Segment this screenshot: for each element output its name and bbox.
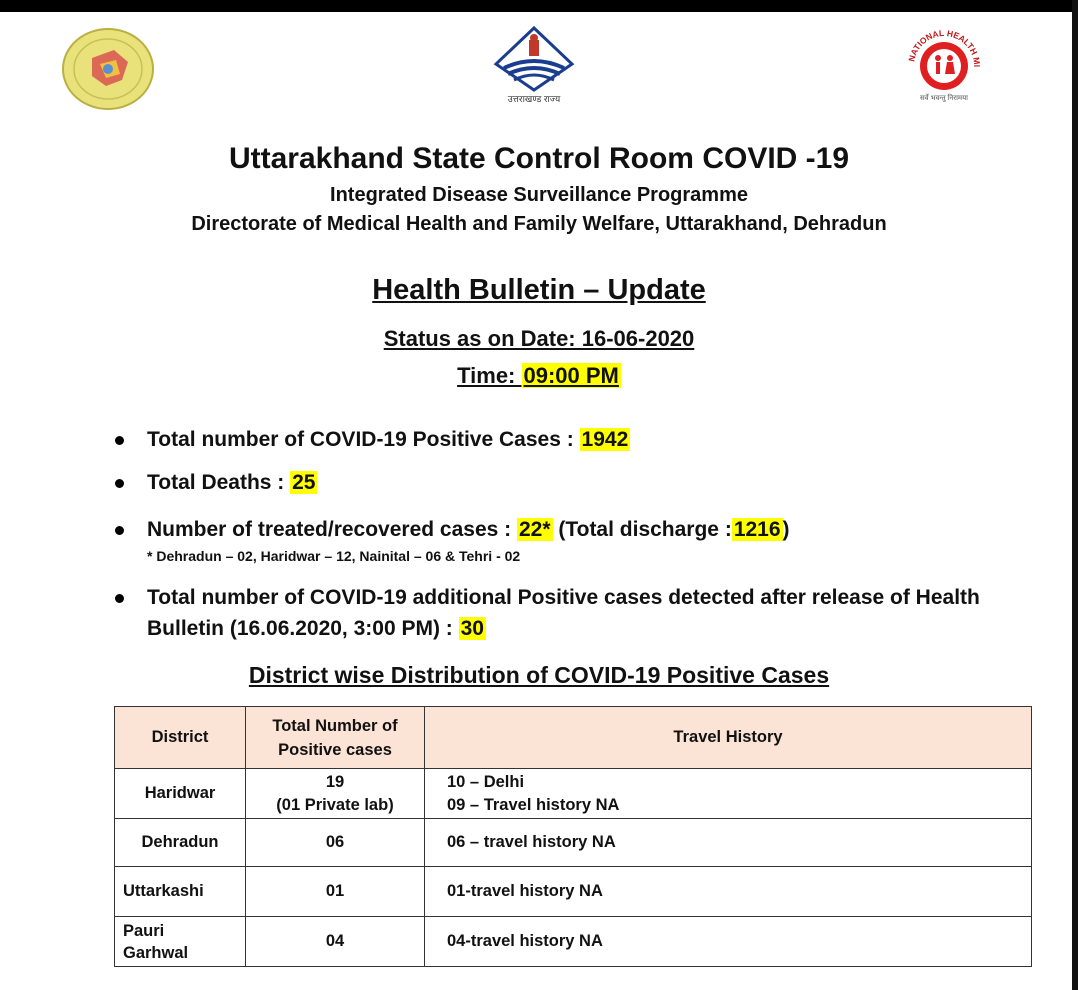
district-cell: Uttarkashi — [115, 867, 246, 917]
travel-cell: 06 – travel history NA — [425, 819, 1032, 867]
district-cell: Dehradun — [115, 819, 246, 867]
page-title: Uttarakhand State Control Room COVID -19 — [228, 142, 850, 175]
subtitle-programme: Integrated Disease Surveillance Programme — [330, 184, 748, 206]
additional-value: 30 — [460, 617, 484, 640]
travel-cell — [425, 769, 1032, 819]
deaths-label: Total Deaths : — [147, 471, 291, 494]
district-cell: Haridwar — [115, 769, 246, 819]
district-table — [114, 706, 1032, 967]
bullet-dot — [115, 526, 124, 535]
district-cell — [115, 917, 246, 967]
discharge-label: (Total discharge : — [552, 518, 732, 541]
table-row — [115, 917, 1032, 967]
additional-line2: Bulletin (16.06.2020, 3:00 PM) : — [147, 617, 459, 640]
col-total — [246, 707, 425, 769]
recovered-label: Number of treated/recovered cases : — [147, 518, 517, 541]
table-row — [115, 769, 1032, 819]
time-value: 09:00 PM — [523, 363, 619, 388]
col-total-line2: Positive cases — [278, 740, 392, 759]
center-emblem-caption: उत्तराखण्ड राज्य — [507, 94, 561, 104]
col-total-line1: Total Number of — [272, 716, 398, 735]
bullet-dot — [115, 436, 124, 445]
total-cell: 04 — [246, 917, 425, 967]
time-label: Time: — [457, 363, 522, 388]
additional-line2-wrap — [147, 617, 486, 641]
recovered-value: 22* — [518, 518, 551, 541]
bullet-dot — [115, 479, 124, 488]
uttarakhand-state-emblem — [492, 24, 576, 110]
positive-value: 1942 — [581, 428, 629, 451]
discharge-value: 1216 — [733, 518, 781, 541]
col-travel: Travel History — [425, 707, 1032, 769]
additional-line1: Total number of COVID-19 additional Positive cases detected after release of Health — [147, 586, 980, 609]
bulletin-heading: Health Bulletin – Update — [372, 274, 706, 306]
bulletin-time — [0, 363, 1078, 389]
travel-cell: 01-travel history NA — [425, 867, 1032, 917]
total-cell: 01 — [246, 867, 425, 917]
bullet-dot — [115, 594, 124, 603]
table-row — [115, 819, 1032, 867]
travel-cell: 04-travel history NA — [425, 917, 1032, 967]
status-date: Status as on Date: 16-06-2020 — [383, 326, 695, 351]
discharge-close: ) — [782, 518, 790, 541]
district-line2: Garhwal — [123, 943, 189, 962]
district-line1: Pauri — [123, 921, 165, 940]
total-note: (01 Private lab) — [276, 795, 394, 814]
table-heading: District wise Distribution of COVID-19 Positive Cases — [248, 662, 830, 688]
department-logo — [62, 28, 154, 110]
total-value: 19 — [325, 772, 345, 791]
subtitle-directorate: Directorate of Medical Health and Family Welfare, Uttarakhand, Dehradun — [191, 213, 887, 235]
nhm-subcaption: सर्वे भवन्तु निरामया — [920, 95, 968, 102]
recovered-footnote: * Dehradun – 02, Haridwar – 12, Nainital – 06 & Tehri - 02 — [147, 548, 521, 564]
total-cell — [246, 769, 425, 819]
travel-line: 09 – Travel history NA — [447, 795, 620, 814]
table-header-row — [115, 707, 1032, 769]
top-border — [0, 0, 1078, 12]
positive-label: Total number of COVID-19 Positive Cases : — [147, 428, 580, 451]
col-district: District — [115, 707, 246, 769]
table-row — [115, 867, 1032, 917]
national-health-mission-logo — [892, 26, 996, 108]
travel-line: 10 – Delhi — [447, 772, 525, 791]
total-cell: 06 — [246, 819, 425, 867]
nhm-arc-text: NATIONAL HEALTH MI — [906, 27, 983, 68]
deaths-value: 25 — [292, 471, 316, 494]
